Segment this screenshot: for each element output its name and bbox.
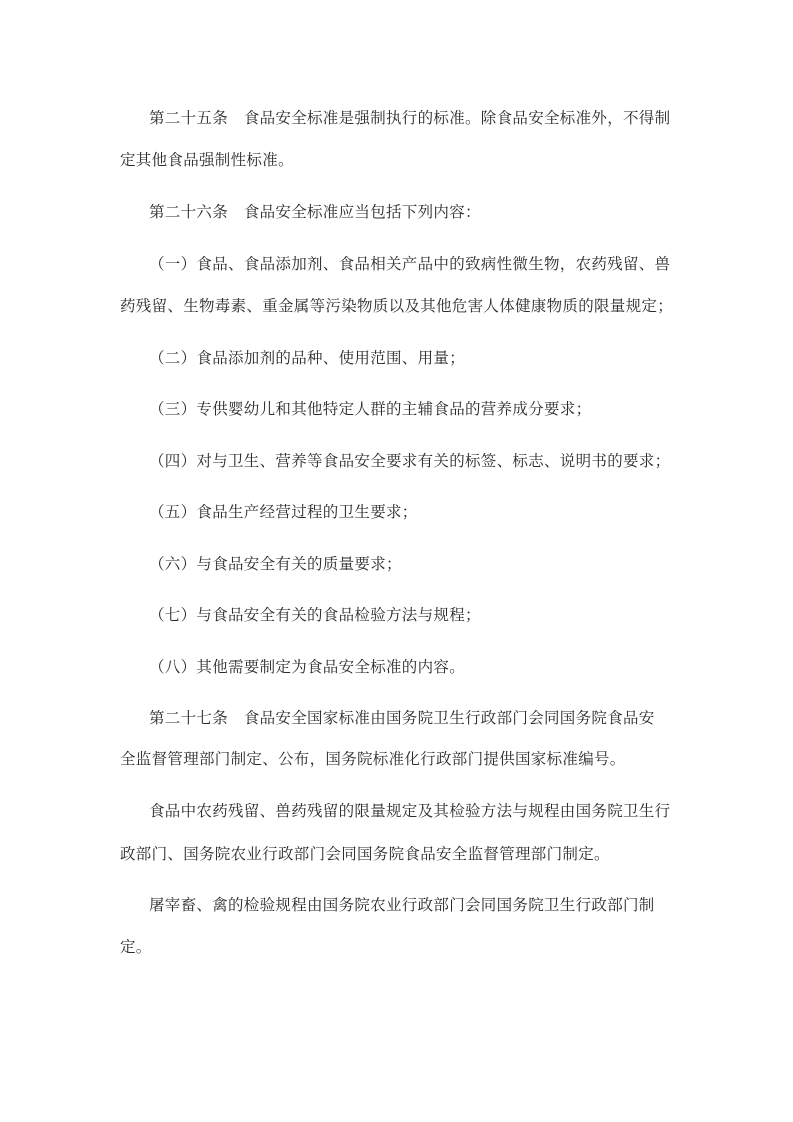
article-27-line-1: 第二十七条 食品安全国家标准由国务院卫生行政部门会同国务院食品安 <box>149 709 655 727</box>
item-7: （七）与食品安全有关的食品检验方法与规程； <box>149 606 481 624</box>
item-4: （四）对与卫生、营养等食品安全要求有关的标签、标志、说明书的要求； <box>149 452 671 470</box>
item-6: （六）与食品安全有关的质量要求； <box>149 555 402 573</box>
item-8: （八）其他需要制定为食品安全标准的内容。 <box>149 658 466 676</box>
item-1-line-2: 药残留、生物毒素、重金属等污染物质以及其他危害人体健康物质的限量规定； <box>120 297 674 315</box>
paragraph-slaughter-line-2: 定。 <box>120 938 152 956</box>
item-5: （五）食品生产经营过程的卫生要求； <box>149 503 418 521</box>
item-2: （二）食品添加剂的品种、使用范围、用量； <box>149 349 466 367</box>
article-25-line-2: 定其他食品强制性标准。 <box>120 151 294 169</box>
article-27-line-2: 全监督管理部门制定、公布，国务院标准化行政部门提供国家标准编号。 <box>120 750 626 768</box>
paragraph-residue-line-2: 政部门、国务院农业行政部门会同国务院食品安全监督管理部门制定。 <box>120 845 610 863</box>
article-25-line-1: 第二十五条 食品安全标准是强制执行的标准。除食品安全标准外，不得制 <box>149 109 671 127</box>
paragraph-slaughter-line-1: 屠宰畜、禽的检验规程由国务院农业行政部门会同国务院卫生行政部门制 <box>149 896 655 914</box>
paragraph-residue-line-1: 食品中农药残留、兽药残留的限量规定及其检验方法与规程由国务院卫生行 <box>149 802 671 820</box>
item-1-line-1: （一）食品、食品添加剂、食品相关产品中的致病性微生物，农药残留、兽 <box>149 255 671 273</box>
item-3: （三）专供婴幼儿和其他特定人群的主辅食品的营养成分要求； <box>149 400 592 418</box>
article-26-heading: 第二十六条 食品安全标准应当包括下列内容： <box>149 203 481 221</box>
